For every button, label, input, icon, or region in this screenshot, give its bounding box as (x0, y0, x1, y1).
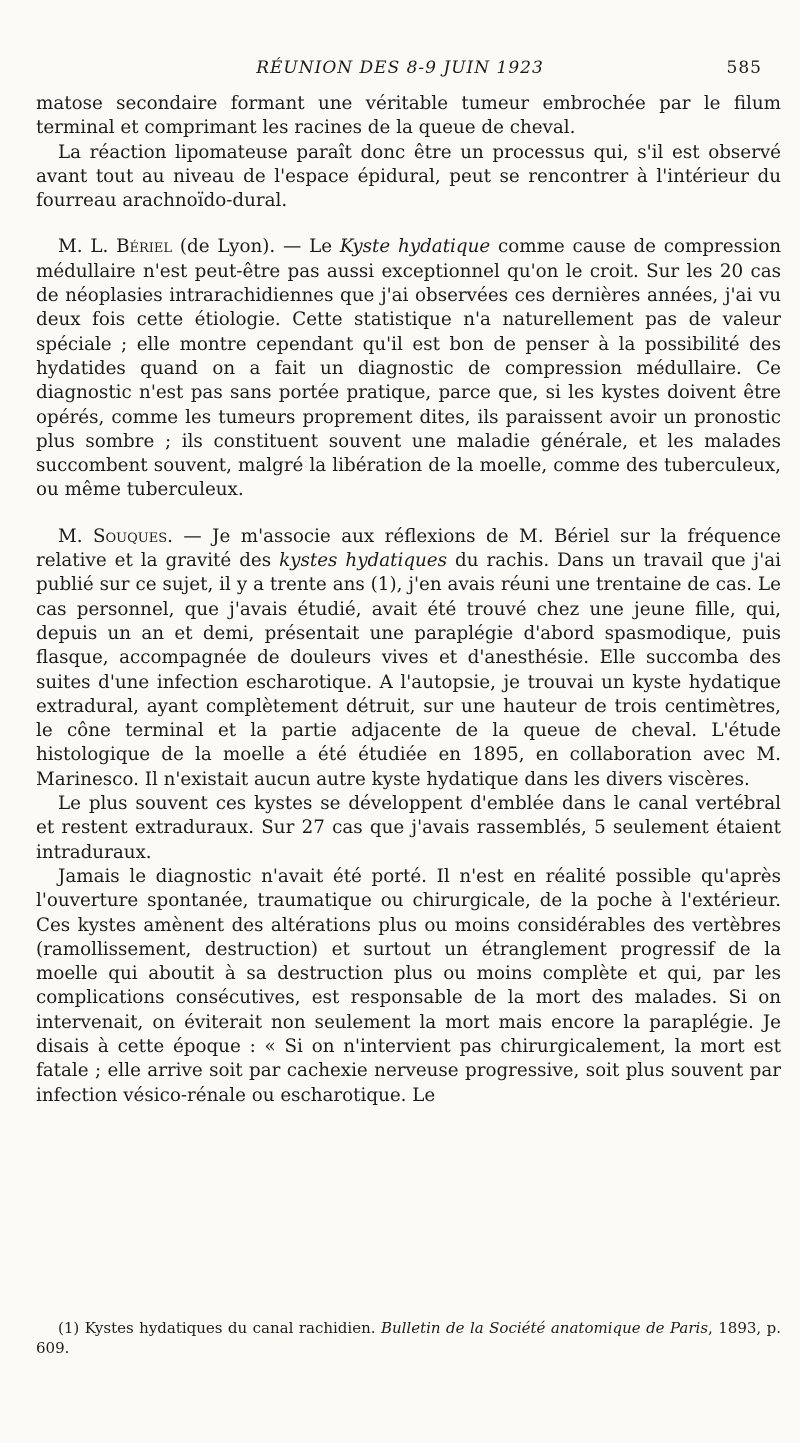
speaker-name: M. L. Bériel (58, 236, 173, 258)
footnote-reference: , 1893, p. 609. (36, 1319, 781, 1357)
paragraph-continuation: matose secondaire formant une véritable tumeur embrochée par le filum terminal et comprimant les racines de la queue de cheval. (36, 93, 781, 139)
italic-term: kystes hydatiques (279, 550, 447, 572)
paragraph-diagnostic: Jamais le diagnostic n'avait été porté. Il n'est en réalité possible qu'après l'ouverture spontanée, traumatique ou chirurgicale, de la poche à l'extérieur. Ces kystes amènent des altérations plus ou moins considérables des vertèbres (ramollissement, destruction) et surtout un étranglement progressif de la moelle qui aboutit à sa destruction plus ou moins complète et qui, par les complications consécutives, est responsable de la mort des malades. Si on intervenait, on éviterait non seulement la mort mais encore la paraplégie. Je disais à cette époque : « Si on n'intervient pas chirurgicalement, la mort est fatale ; elle arrive soit par cachexie nerveuse progressive, soit plus souvent par infection vésico-rénale ou escharotique. Le (36, 865, 781, 1106)
paragraph-text: du rachis. Dans un travail que j'ai publié sur ce sujet, il y a trente ans (1), j'en avais réuni une trentaine de cas. Le cas personnel, que j'avais étudié, avait été trouvé chez une jeune fille, qui, depuis un an et demi, présentait une paraplégie d'abord spasmodique, puis flasque, accompagnée de douleurs vives et d'anesthésie. Elle succomba des suites d'une infection escharotique. A l'autopsie, je trouvai un kyste hydatique extradural, ayant complètement détruit, sur une hauteur de trois centimètres, le cône terminal et la partie adjacente de la queue de cheval. L'étude histologique de la moelle a été étudiée en 1895, en collaboration avec M. Marinesco. Il n'existait aucun autre kyste hydatique dans les divers viscères. (36, 550, 781, 790)
running-title: RÉUNION DES 8-9 JUIN 1923 (256, 58, 544, 78)
paragraph-lipomatose: La réaction lipomateuse paraît donc être un processus qui, s'il est observé avant tout au niveau de l'espace épidural, peut se rencontrer à l'intérieur du fourreau arachnoïdo-dural. (36, 141, 781, 212)
footnote-text: (1) Kystes hydatiques du canal rachidien. (58, 1319, 381, 1337)
communication-title: Kyste hydatique (339, 236, 491, 258)
footnote-journal: Bulletin de la Société anatomique de Paris (380, 1319, 709, 1337)
speaker-name: M. Souques (58, 525, 168, 547)
paragraph-lead: . — Je m'associe aux réflexions de M. Bériel sur la fréquence relative et la gravité des (36, 525, 781, 572)
paragraph-extraduraux: Le plus souvent ces kystes se développent d'emblée dans le canal vertébral et restent extraduraux. Sur 27 cas que j'avais rassemblés, 5 seulement étaient intraduraux. (36, 793, 781, 863)
paragraph-text: comme cause de compression médullaire n'est peut-être pas aussi exceptionnel qu'on le croit. Sur les 20 cas de néoplasies intrarachidiennes que j'ai observées ces dernières années, j'ai vu deux fois cette étiologie. Cette statistique n'a naturellement pas de valeur spéciale ; elle montre cependant qu'il est bon de penser à la possibilité des hydatides quand on a fait un diagnostic de compression médullaire. Ce diagnostic n'est pas sans portée pratique, parce que, si les kystes doivent être opérés, comme les tumeurs proprement dites, ils paraissent avoir un pronostic plus sombre ; ils constituent souvent une maladie générale, et les malades succombent souvent, malgré la libération de la moelle, comme des tuberculeux, ou même tuberculeux. (36, 236, 782, 501)
footnote (36, 1318, 781, 1358)
paragraph-souques (36, 525, 781, 792)
speaker-affiliation: (de Lyon). — Le (172, 236, 340, 258)
page-number: 585 (726, 58, 762, 78)
paragraph-beriel (36, 235, 781, 502)
page-body (36, 92, 781, 1108)
page-header (0, 58, 800, 88)
